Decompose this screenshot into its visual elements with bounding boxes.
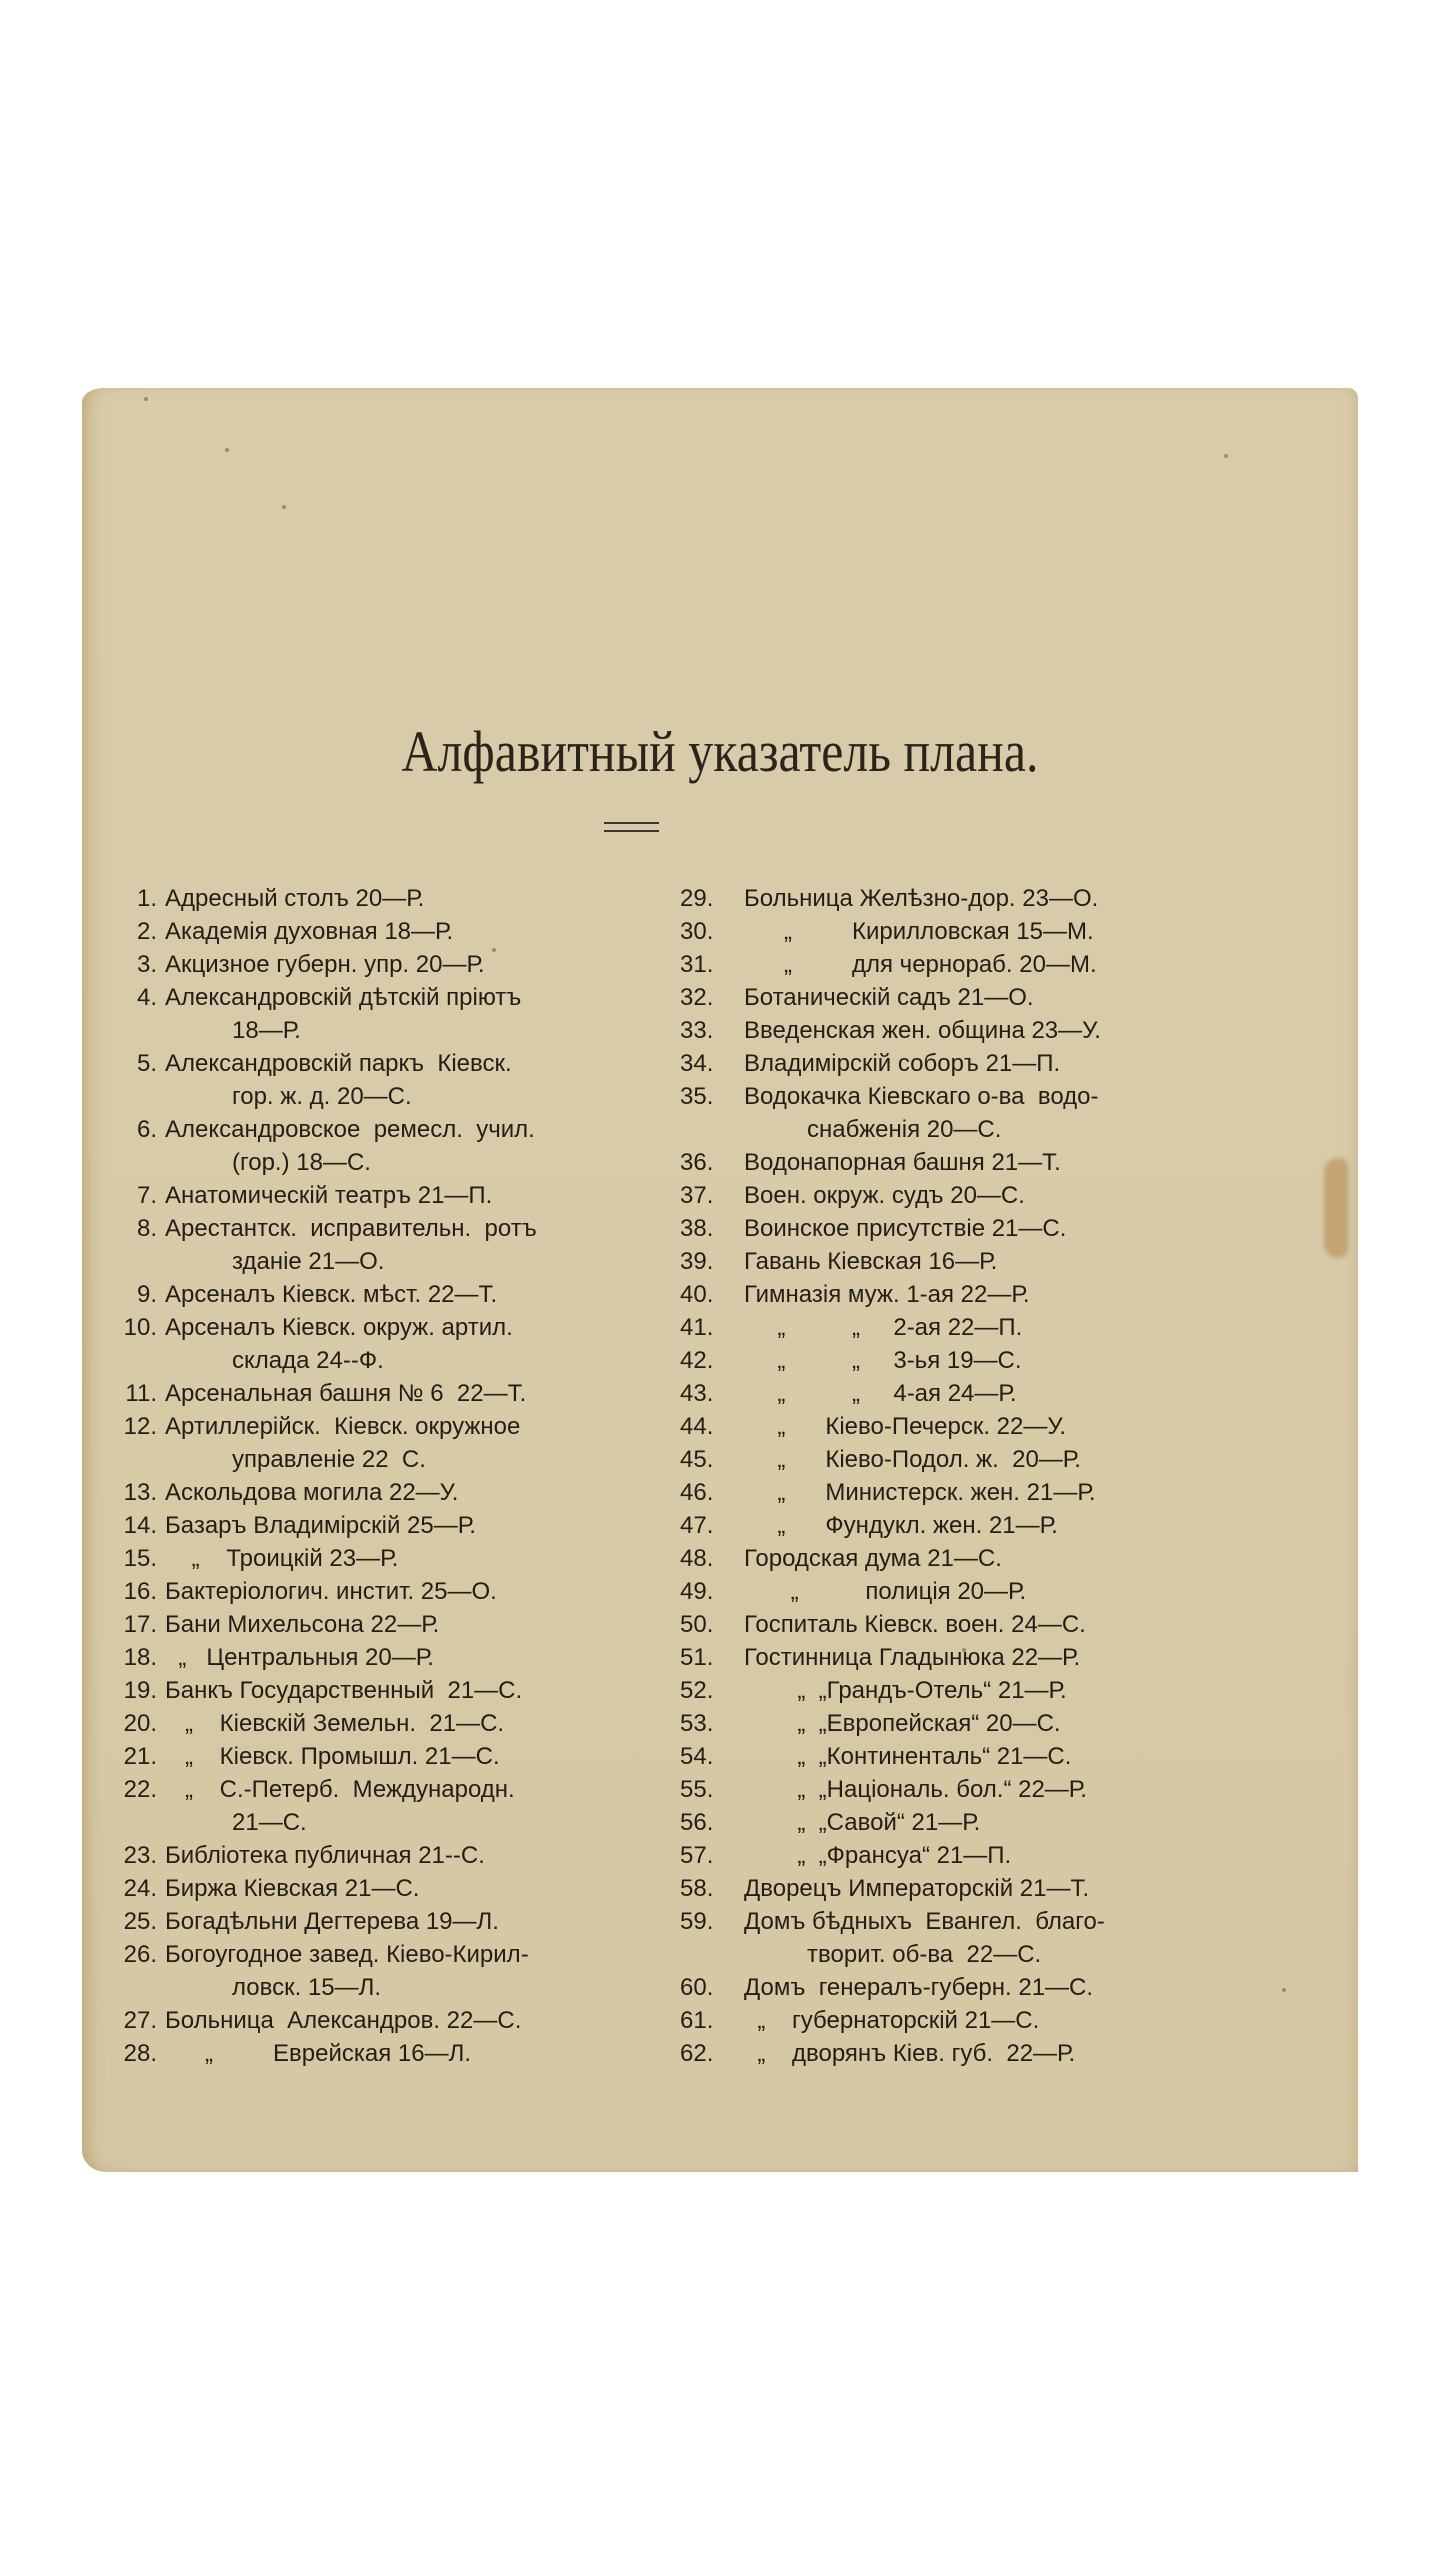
entry-text: „ С.-Петерб. Международн. xyxy=(165,1776,515,1803)
entry-text: Владимірскій соборъ 21—П. xyxy=(744,1050,1061,1077)
index-entry xyxy=(680,1377,1320,1410)
entry-number: 28. xyxy=(123,2040,157,2067)
index-entry xyxy=(107,1113,677,1146)
double-rule-ornament xyxy=(604,822,659,832)
index-entry xyxy=(107,1542,677,1575)
page-title: Алфавитный указатель плана. xyxy=(401,719,1039,784)
index-entry xyxy=(107,1410,677,1443)
entry-number: 21. xyxy=(123,1743,157,1770)
entry-number: 62. xyxy=(680,2040,714,2067)
index-entry xyxy=(680,1542,1320,1575)
entry-text: Городская дума 21—С. xyxy=(744,1545,1002,1572)
index-entry xyxy=(680,1971,1320,2004)
index-entry xyxy=(680,1608,1320,1641)
entry-continuation: склада 24--Ф. xyxy=(232,1347,384,1374)
entry-continuation: 21—С. xyxy=(232,1809,307,1836)
entry-text: „ Фундукл. жен. 21—Р. xyxy=(744,1512,1058,1539)
entry-number: 18. xyxy=(123,1644,157,1671)
entry-text: Дворецъ Императорскій 21—Т. xyxy=(744,1875,1090,1902)
entry-text: Александровскій дѣтскій пріютъ xyxy=(165,984,522,1011)
entry-text: „ „ 3-ья 19—С. xyxy=(744,1347,1022,1374)
entry-number: 20. xyxy=(123,1710,157,1737)
entry-number: 22. xyxy=(123,1776,157,1803)
entry-number: 24. xyxy=(123,1875,157,1902)
entry-text: Введенская жен. община 23—У. xyxy=(744,1017,1101,1044)
index-entry xyxy=(107,1311,677,1344)
entry-text: „ Кирилловская 15—М. xyxy=(744,918,1094,945)
index-entry xyxy=(680,1047,1320,1080)
index-entry xyxy=(680,1410,1320,1443)
entry-text: Бактеріологич. инстит. 25—О. xyxy=(165,1578,497,1605)
entry-text: Банкъ Государственный 21—С. xyxy=(165,1677,523,1704)
entry-text: Библіотека публичная 21--С. xyxy=(165,1842,485,1869)
entry-number: 36. xyxy=(680,1149,714,1176)
entry-text: „ Центральныя 20—Р. xyxy=(165,1644,434,1671)
entry-number: 34. xyxy=(680,1050,714,1077)
entry-number: 31. xyxy=(680,951,714,978)
entry-number: 54. xyxy=(680,1743,714,1770)
index-entry xyxy=(680,1014,1320,1047)
index-entry xyxy=(680,1080,1320,1113)
entry-text: Арестантск. исправительн. ротъ xyxy=(165,1215,537,1242)
entry-text: Гостинница Гладынюка 22—Р. xyxy=(744,1644,1081,1671)
entry-text: „ Кіево-Печерск. 22—У. xyxy=(744,1413,1067,1440)
entry-text: Воинское присутствіе 21—С. xyxy=(744,1215,1067,1242)
entry-text: Водонапорная башня 21—Т. xyxy=(744,1149,1061,1176)
entry-number: 52. xyxy=(680,1677,714,1704)
entry-number: 25. xyxy=(123,1908,157,1935)
entry-number: 50. xyxy=(680,1611,714,1638)
document-page xyxy=(82,388,1358,2172)
entry-number: 56. xyxy=(680,1809,714,1836)
entry-number: 60. xyxy=(680,1974,714,2001)
index-entry xyxy=(680,1839,1320,1872)
index-entry xyxy=(107,1938,677,1971)
entry-number: 58. xyxy=(680,1875,714,1902)
entry-number: 15. xyxy=(123,1545,157,1572)
index-entry xyxy=(107,1839,677,1872)
entry-text: Ботаническій садъ 21—О. xyxy=(744,984,1034,1011)
index-entry xyxy=(107,1575,677,1608)
entry-text: Аскольдова могила 22—У. xyxy=(165,1479,459,1506)
index-entry xyxy=(680,1773,1320,1806)
entry-text: „ Кіевскій Земельн. 21—С. xyxy=(165,1710,505,1737)
index-entry xyxy=(680,1740,1320,1773)
entry-continuation: (гор.) 18—С. xyxy=(232,1149,371,1176)
entry-continuation: гор. ж. д. 20—С. xyxy=(232,1083,412,1110)
index-entry xyxy=(107,1872,677,1905)
index-entry xyxy=(107,915,677,948)
index-entry xyxy=(680,1278,1320,1311)
index-entry xyxy=(107,1509,677,1542)
entry-text: Бани Михельсона 22—Р. xyxy=(165,1611,440,1638)
index-entry xyxy=(680,948,1320,981)
entry-number: 41. xyxy=(680,1314,714,1341)
entry-number: 17. xyxy=(123,1611,157,1638)
entry-number: 14. xyxy=(123,1512,157,1539)
entry-text: „ Кіевск. Промышл. 21—С. xyxy=(165,1743,500,1770)
entry-text: Биржа Кіевская 21—С. xyxy=(165,1875,420,1902)
index-entry xyxy=(680,1575,1320,1608)
entry-number: 11. xyxy=(125,1380,157,1407)
entry-text: Госпиталь Кіевск. воен. 24—С. xyxy=(744,1611,1086,1638)
entry-text: „ „Грандъ-Отель“ 21—Р. xyxy=(744,1677,1067,1704)
entry-number: 53. xyxy=(680,1710,714,1737)
entry-number: 29. xyxy=(680,885,714,912)
entry-number: 32. xyxy=(680,984,714,1011)
entry-number: 8. xyxy=(136,1215,157,1242)
entry-text: „ „ 4-ая 24—Р. xyxy=(744,1380,1017,1407)
entry-number: 5. xyxy=(136,1050,157,1077)
entry-continuation: снабженія 20—С. xyxy=(807,1116,1002,1143)
entry-number: 33. xyxy=(680,1017,714,1044)
entry-text: Воен. окруж. судъ 20—С. xyxy=(744,1182,1025,1209)
entry-number: 39. xyxy=(680,1248,714,1275)
paper-speck xyxy=(144,397,148,401)
entry-text: Домъ генералъ-губерн. 21—С. xyxy=(744,1974,1094,2001)
entry-text: Богоугодное завед. Кіево-Кирил- xyxy=(165,1941,529,1968)
entry-number: 35. xyxy=(680,1083,714,1110)
entry-number: 46. xyxy=(680,1479,714,1506)
entry-number: 59. xyxy=(680,1908,714,1935)
entry-number: 9. xyxy=(136,1281,157,1308)
entry-number: 16. xyxy=(123,1578,157,1605)
index-entry xyxy=(680,1674,1320,1707)
index-entry xyxy=(680,1212,1320,1245)
index-entry xyxy=(680,1344,1320,1377)
entry-text: Гавань Кіевская 16—Р. xyxy=(744,1248,998,1275)
entry-number: 23. xyxy=(123,1842,157,1869)
entry-text: „ для чернораб. 20—М. xyxy=(744,951,1097,978)
index-entry xyxy=(680,1509,1320,1542)
entry-number: 4. xyxy=(136,984,157,1011)
entry-number: 7. xyxy=(136,1182,157,1209)
index-entry xyxy=(107,981,677,1014)
index-entry xyxy=(680,2037,1320,2070)
entry-continuation: ловск. 15—Л. xyxy=(232,1974,382,2001)
entry-text: Александровское ремесл. учил. xyxy=(165,1116,535,1143)
entry-number: 55. xyxy=(680,1776,714,1803)
entry-number: 37. xyxy=(680,1182,714,1209)
entry-text: Артиллерійск. Кіевск. окружное xyxy=(165,1413,521,1440)
entry-text: Адресный столъ 20—Р. xyxy=(165,885,425,912)
entry-text: „ „Франсуа“ 21—П. xyxy=(744,1842,1012,1869)
index-entry xyxy=(680,1245,1320,1278)
index-entry xyxy=(680,915,1320,948)
index-entry xyxy=(680,1443,1320,1476)
index-entry xyxy=(680,882,1320,915)
entry-number: 57. xyxy=(680,1842,714,1869)
entry-text: „ „Европейская“ 20—С. xyxy=(744,1710,1061,1737)
entry-text: „ „Континенталь“ 21—С. xyxy=(744,1743,1072,1770)
entry-text: „ дворянъ Кіев. губ. 22—Р. xyxy=(744,2040,1076,2067)
entry-text: „ полиція 20—Р. xyxy=(744,1578,1027,1605)
entry-continuation: творит. об-ва 22—С. xyxy=(807,1941,1042,1968)
entry-number: 2. xyxy=(136,918,157,945)
entry-number: 12. xyxy=(123,1413,157,1440)
entry-text: Александровскій паркъ Кіевск. xyxy=(165,1050,512,1077)
index-entry xyxy=(680,1806,1320,1839)
index-entry xyxy=(107,1674,677,1707)
index-entry xyxy=(107,1773,677,1806)
index-entry xyxy=(107,1707,677,1740)
index-entry xyxy=(680,1311,1320,1344)
entry-number: 1. xyxy=(136,885,157,912)
index-entry xyxy=(107,1377,677,1410)
entry-number: 6. xyxy=(136,1116,157,1143)
entry-number: 42. xyxy=(680,1347,714,1374)
index-entry xyxy=(107,948,677,981)
index-entry xyxy=(107,1278,677,1311)
entry-text: Больница Желѣзно-дор. 23—О. xyxy=(744,885,1099,912)
entry-number: 45. xyxy=(680,1446,714,1473)
entry-text: Гимназія муж. 1-ая 22—Р. xyxy=(744,1281,1030,1308)
index-entry xyxy=(107,1608,677,1641)
entry-text: Базаръ Владимірскій 25—Р. xyxy=(165,1512,476,1539)
entry-text: „ Еврейская 16—Л. xyxy=(165,2040,472,2067)
entry-number: 51. xyxy=(680,1644,714,1671)
index-entry xyxy=(107,1179,677,1212)
entry-number: 44. xyxy=(680,1413,714,1440)
entry-text: „ Кіево-Подол. ж. 20—Р. xyxy=(744,1446,1081,1473)
index-entry xyxy=(680,1905,1320,1938)
entry-text: Арсеналъ Кіевск. окруж. артил. xyxy=(165,1314,513,1341)
entry-text: Анатомическій театръ 21—П. xyxy=(165,1182,493,1209)
entry-text: „ „Національ. бол.“ 22—Р. xyxy=(744,1776,1087,1803)
entry-number: 27. xyxy=(123,2007,157,2034)
paper-speck xyxy=(1224,454,1228,458)
entry-text: Водокачка Кіевскаго о-ва водо- xyxy=(744,1083,1099,1110)
index-entry xyxy=(107,1476,677,1509)
entry-text: Академія духовная 18—Р. xyxy=(165,918,454,945)
entry-text: Домъ бѣдныхъ Евангел. благо- xyxy=(744,1908,1105,1935)
paper-speck xyxy=(225,448,229,452)
entry-number: 38. xyxy=(680,1215,714,1242)
index-entry xyxy=(107,1905,677,1938)
index-entry xyxy=(680,2004,1320,2037)
entry-number: 13. xyxy=(123,1479,157,1506)
entry-number: 47. xyxy=(680,1512,714,1539)
entry-number: 48. xyxy=(680,1545,714,1572)
index-entry xyxy=(107,882,677,915)
index-entry xyxy=(680,1641,1320,1674)
index-entry xyxy=(680,1179,1320,1212)
entry-text: Акцизное губерн. упр. 20—Р. xyxy=(165,951,485,978)
entry-continuation: 18—Р. xyxy=(232,1017,301,1044)
entry-text: „ „ 2-ая 22—П. xyxy=(744,1314,1023,1341)
entry-number: 61. xyxy=(680,2007,714,2034)
entry-text: Больница Александров. 22—С. xyxy=(165,2007,522,2034)
entry-text: „ губернаторскій 21—С. xyxy=(744,2007,1040,2034)
index-entry xyxy=(680,1476,1320,1509)
entry-number: 43. xyxy=(680,1380,714,1407)
index-entry xyxy=(107,1641,677,1674)
index-entry xyxy=(107,2037,677,2070)
paper-speck xyxy=(282,505,286,509)
index-column-right xyxy=(680,882,1320,2070)
entry-number: 3. xyxy=(136,951,157,978)
index-entry xyxy=(680,1707,1320,1740)
entry-number: 40. xyxy=(680,1281,714,1308)
entry-text: „ Министерск. жен. 21—Р. xyxy=(744,1479,1096,1506)
index-entry xyxy=(680,981,1320,1014)
index-entry xyxy=(107,1212,677,1245)
index-entry xyxy=(107,2004,677,2037)
entry-text: „ „Савой“ 21—Р. xyxy=(744,1809,981,1836)
entry-number: 30. xyxy=(680,918,714,945)
index-entry xyxy=(107,1740,677,1773)
entry-text: Арсеналъ Кіевск. мѣст. 22—Т. xyxy=(165,1281,498,1308)
entry-text: Арсенальная башня № 6 22—Т. xyxy=(165,1380,527,1407)
index-entry xyxy=(107,1047,677,1080)
entry-number: 19. xyxy=(123,1677,157,1704)
entry-continuation: управленіе 22 С. xyxy=(232,1446,426,1473)
entry-continuation: зданіе 21—О. xyxy=(232,1248,385,1275)
entry-text: Богадѣльни Дегтерева 19—Л. xyxy=(165,1908,499,1935)
index-entry xyxy=(680,1146,1320,1179)
entry-number: 49. xyxy=(680,1578,714,1605)
index-entry xyxy=(680,1872,1320,1905)
index-column-left xyxy=(107,882,677,2070)
entry-number: 26. xyxy=(123,1941,157,1968)
entry-text: „ Троицкій 23—Р. xyxy=(165,1545,399,1572)
entry-number: 10. xyxy=(123,1314,157,1341)
